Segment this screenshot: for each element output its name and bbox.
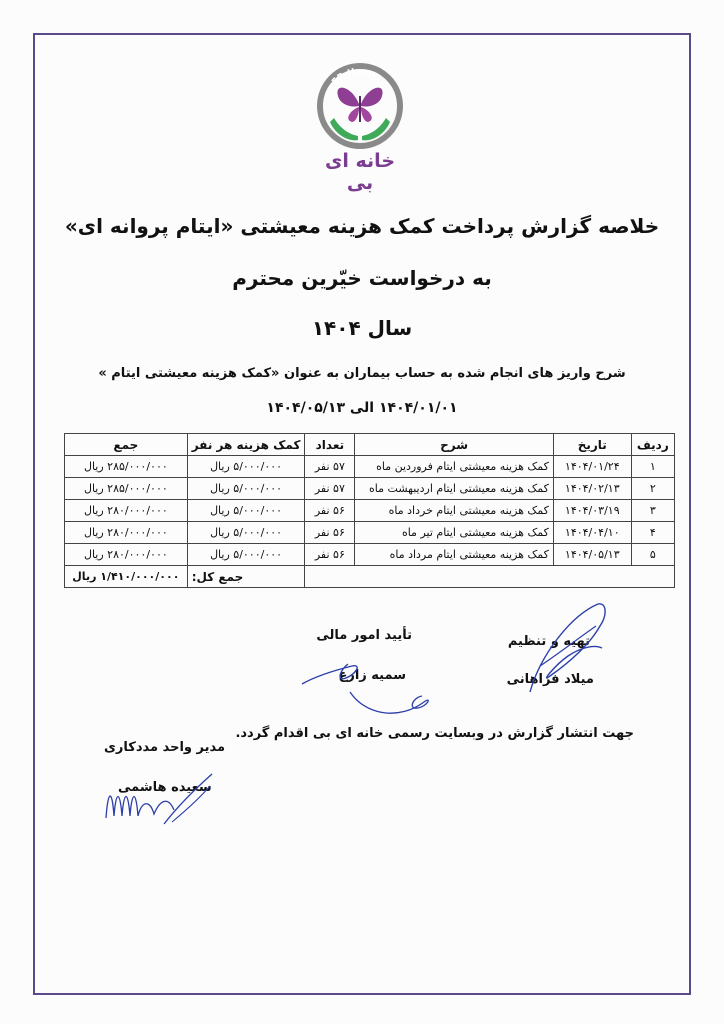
total-label: جمع کل: bbox=[187, 566, 305, 588]
table-row bbox=[65, 544, 675, 566]
cell-count: ۵۶ نفر bbox=[305, 500, 355, 522]
publication-note: جهت انتشار گزارش در وبسایت رسمی خانه ای بی اقدام گردد. bbox=[235, 726, 634, 741]
table-row bbox=[65, 522, 675, 544]
cell-per-person: ۵/۰۰۰/۰۰۰ ریال bbox=[187, 478, 305, 500]
cell-sum: ۲۸۵/۰۰۰/۰۰۰ ریال bbox=[65, 456, 188, 478]
cell-per-person: ۵/۰۰۰/۰۰۰ ریال bbox=[187, 544, 305, 566]
cell-description: کمک هزینه معیشتی ایتام فروردین ماه bbox=[355, 456, 554, 478]
manager-signature bbox=[98, 760, 218, 830]
cell-date: ۱۴۰۴/۰۴/۱۰ bbox=[553, 522, 631, 544]
prepared-by-name: میلاد فراهانی bbox=[506, 672, 594, 687]
header-count: تعداد bbox=[305, 434, 355, 456]
total-spacer bbox=[305, 566, 675, 588]
year-line: سال ۱۴۰۴ bbox=[311, 316, 413, 340]
header-sum: جمع bbox=[65, 434, 188, 456]
description-line: شرح واریز های انجام شده به حساب بیماران به عنوان «کمک هزینه معیشتی ایتام » bbox=[98, 366, 626, 381]
cell-radif: ۵ bbox=[631, 544, 674, 566]
cell-description: کمک هزینه معیشتی ایتام اردیبهشت ماه bbox=[355, 478, 554, 500]
manager-name: سعیده هاشمی bbox=[118, 780, 212, 795]
cell-count: ۵۶ نفر bbox=[305, 522, 355, 544]
total-value: ۱/۴۱۰/۰۰۰/۰۰۰ ریال bbox=[65, 566, 188, 588]
cell-per-person: ۵/۰۰۰/۰۰۰ ریال bbox=[187, 522, 305, 544]
header-date: تاریخ bbox=[553, 434, 631, 456]
cell-radif: ۲ bbox=[631, 478, 674, 500]
cell-sum: ۲۸۰/۰۰۰/۰۰۰ ریال bbox=[65, 544, 188, 566]
payments-table bbox=[64, 433, 675, 588]
cell-date: ۱۴۰۴/۰۳/۱۹ bbox=[553, 500, 631, 522]
cell-sum: ۲۸۰/۰۰۰/۰۰۰ ریال bbox=[65, 500, 188, 522]
manager-title: مدیر واحد مددکاری bbox=[104, 740, 226, 755]
cell-date: ۱۴۰۴/۰۵/۱۳ bbox=[553, 544, 631, 566]
logo-arc-text: EB Home bbox=[330, 66, 380, 88]
cell-sum: ۲۸۰/۰۰۰/۰۰۰ ریال bbox=[65, 522, 188, 544]
finance-title: تأیید امور مالی bbox=[316, 628, 412, 643]
finance-signature bbox=[296, 640, 456, 724]
cell-sum: ۲۸۵/۰۰۰/۰۰۰ ریال bbox=[65, 478, 188, 500]
prepared-signature bbox=[507, 596, 620, 706]
cell-date: ۱۴۰۴/۰۱/۲۴ bbox=[553, 456, 631, 478]
request-line: به درخواست خیّرین محترم bbox=[232, 266, 492, 290]
finance-name: سمیه زارع bbox=[338, 668, 406, 683]
prepared-by-title: تهیه و تنظیم bbox=[507, 634, 590, 649]
header-radif: ردیف bbox=[631, 434, 674, 456]
total-row bbox=[65, 566, 675, 588]
period-line: ۱۴۰۴/۰۱/۰۱ الی ۱۴۰۴/۰۵/۱۳ bbox=[266, 400, 458, 416]
cell-count: ۵۷ نفر bbox=[305, 456, 355, 478]
report-title: خلاصه گزارش پرداخت کمک هزینه معیشتی «ایتام پروانه ای» bbox=[64, 214, 660, 238]
cell-radif: ۱ bbox=[631, 456, 674, 478]
cell-count: ۵۶ نفر bbox=[305, 544, 355, 566]
logo-name: خانه ای بی bbox=[324, 150, 396, 194]
table-row bbox=[65, 456, 675, 478]
header-description: شرح bbox=[355, 434, 554, 456]
cell-radif: ۳ bbox=[631, 500, 674, 522]
cell-per-person: ۵/۰۰۰/۰۰۰ ریال bbox=[187, 500, 305, 522]
cell-radif: ۴ bbox=[631, 522, 674, 544]
cell-description: کمک هزینه معیشتی ایتام تیر ماه bbox=[355, 522, 554, 544]
cell-description: کمک هزینه معیشتی ایتام خرداد ماه bbox=[355, 500, 554, 522]
cell-per-person: ۵/۰۰۰/۰۰۰ ریال bbox=[187, 456, 305, 478]
table-row bbox=[65, 500, 675, 522]
cell-date: ۱۴۰۴/۰۲/۱۳ bbox=[553, 478, 631, 500]
butterfly-icon bbox=[337, 88, 382, 122]
header-per-person: کمک هزینه هر نفر bbox=[187, 434, 305, 456]
table-header-row bbox=[65, 434, 675, 456]
cell-count: ۵۷ نفر bbox=[305, 478, 355, 500]
cell-description: کمک هزینه معیشتی ایتام مرداد ماه bbox=[355, 544, 554, 566]
table-row bbox=[65, 478, 675, 500]
